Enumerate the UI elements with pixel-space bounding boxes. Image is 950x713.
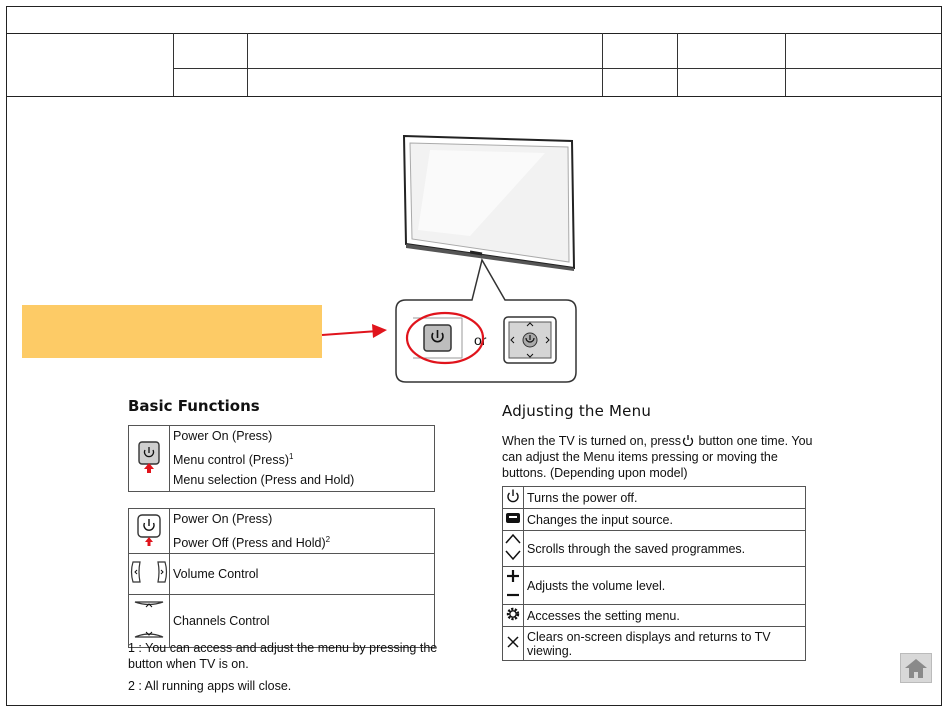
red-arrow-icon [322, 324, 387, 338]
channels-control-text: Channels Control [170, 595, 435, 648]
power-icon [681, 434, 695, 446]
close-icon [503, 627, 523, 657]
volume-buttons-icon [129, 554, 169, 591]
menu-row-programmes: Scrolls through the saved programmes. [524, 531, 806, 567]
menu-row-settings: Accesses the setting menu. [524, 605, 806, 627]
home-button[interactable] [900, 653, 932, 683]
input-source-icon [503, 509, 523, 527]
power-icon [503, 487, 523, 505]
or-label: or [474, 332, 487, 348]
menu-row-volume: Adjusts the volume level. [524, 567, 806, 605]
plus-minus-icon [503, 567, 523, 601]
home-icon [901, 654, 931, 682]
channel-buttons-icon [129, 595, 169, 644]
adjusting-menu-title: Adjusting the Menu [502, 402, 652, 420]
adjusting-menu-intro: When the TV is turned on, press button one time. You can adjust the Menu items pressing or moving the buttons. (Depending upon model) [502, 434, 813, 480]
joystick-functions-table [128, 425, 435, 492]
power-button-icon [129, 509, 169, 550]
joystick-row-menu-selection: Menu selection (Press and Hold) [173, 473, 355, 488]
joystick-button-icon [129, 426, 169, 487]
joystick-icon [504, 317, 556, 363]
footnote-1: 1 : You can access and adjust the menu by pressing the button when TV is on. [128, 641, 438, 671]
gear-icon [503, 605, 523, 623]
volume-control-text: Volume Control [170, 554, 435, 595]
control-panel-callout [396, 260, 576, 382]
up-down-chevron-icon [503, 531, 523, 563]
menu-buttons-table [502, 486, 806, 661]
basic-functions-title: Basic Functions [128, 397, 260, 415]
menu-row-input: Changes the input source. [524, 509, 806, 531]
button-functions-table [128, 508, 435, 648]
joystick-row-menu-control: Menu control (Press)$^1$ [173, 451, 294, 467]
menu-row-exit: Clears on-screen displays and returns to TV viewing. [524, 627, 806, 661]
power-on-text: Power On (Press) [173, 512, 273, 526]
joystick-cell [129, 426, 170, 492]
joystick-row-power-on: Power On (Press) [173, 429, 273, 443]
footnote-2: 2 : All running apps will close. [128, 679, 292, 693]
menu-row-power: Turns the power off. [524, 487, 806, 509]
tv-illustration [404, 136, 574, 271]
power-off-text: Power Off (Press and Hold)$^2$ [173, 534, 331, 550]
